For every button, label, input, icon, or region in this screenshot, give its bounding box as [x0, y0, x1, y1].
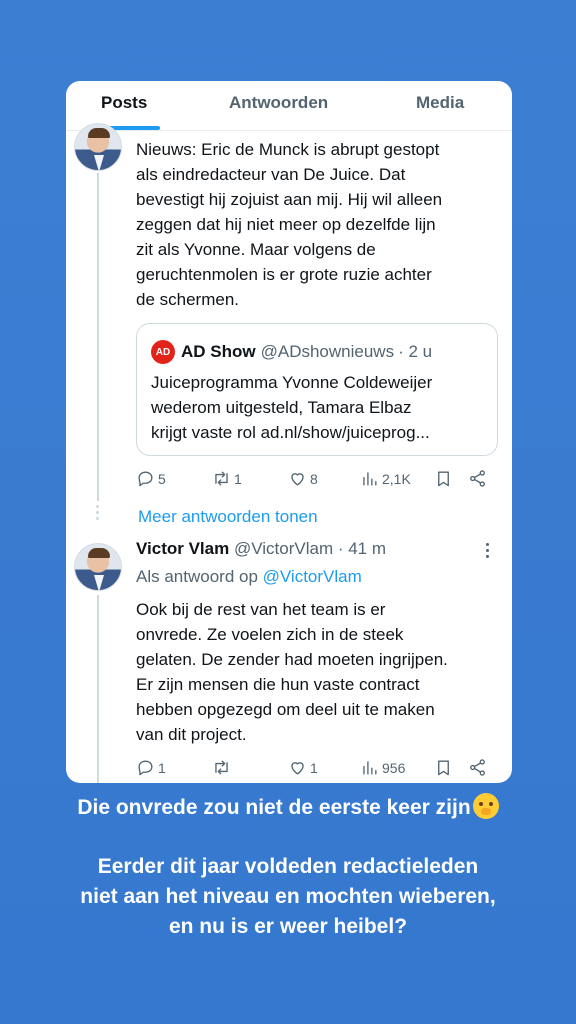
share-button[interactable] [468, 758, 487, 777]
views-chart-icon [360, 758, 379, 777]
caption-line-2: Eerder dit jaar voldeden redactieleden [97, 855, 479, 878]
reply-to-handle-link[interactable]: @VictorVlam [262, 567, 362, 586]
thread-line [97, 173, 99, 501]
caption-line-3: niet aan het niveau en mochten wieberen, [80, 885, 496, 908]
tweet-text: Ook bij de rest van het team is er onvrede. Ze voelen zich in de steek gelaten. De zender had moeten ingrijpen. Er zijn mensen die hun vaste contract hebben opgezegd om deel uit te maken van dit project. [136, 600, 448, 744]
retweet-icon [212, 469, 231, 488]
bookmark-icon [434, 469, 453, 488]
face-with-hand-over-mouth-icon [473, 793, 499, 819]
retweet-button[interactable] [212, 758, 234, 777]
tweet-header [136, 539, 386, 559]
views-button[interactable]: 956 [360, 758, 405, 777]
like-button[interactable]: 8 [288, 469, 318, 488]
heart-icon [288, 758, 307, 777]
tweet-time: · 41 m [337, 539, 387, 558]
reply-icon [136, 469, 155, 488]
bookmark-button[interactable] [434, 469, 453, 488]
reply-button[interactable]: 1 [136, 758, 166, 777]
reply-context: Als antwoord op @VictorVlam [136, 567, 362, 586]
quoted-text: Juiceprogramma Yvonne Coldeweijer wederom uitgesteld, Tamara Elbaz krijgt vaste rol ad.nl/show/juiceprog... [151, 373, 433, 442]
tweet-card [66, 81, 512, 783]
retweet-icon [212, 758, 231, 777]
quoted-tweet[interactable] [136, 323, 498, 456]
reply-button[interactable]: 5 [136, 469, 166, 488]
profile-tabs [66, 81, 512, 131]
heart-icon [288, 469, 307, 488]
more-options-icon[interactable] [486, 543, 490, 561]
caption-line-1: Die onvrede zou niet de eerste keer zijn [0, 793, 576, 823]
avatar[interactable] [74, 543, 122, 591]
share-icon [468, 758, 487, 777]
avatar[interactable] [74, 123, 122, 171]
bookmark-button[interactable] [434, 758, 453, 777]
tweet-text: Nieuws: Eric de Munck is abrupt gestopt als eindredacteur van De Juice. Dat bevestigt hij zojuist aan mij. Hij wil alleen zeggen dat hij niet meer op dezelfde lijn zit als Yvonne. Maar volgens de geruchtenmolen is er grote ruzie achter de schermen. [136, 140, 443, 309]
share-icon [468, 469, 487, 488]
share-button[interactable] [468, 469, 487, 488]
ad-logo-icon: AD [151, 340, 175, 364]
thread-dots [96, 505, 100, 523]
bookmark-icon [434, 758, 453, 777]
caption-line-4: en nu is er weer heibel? [168, 915, 408, 938]
show-more-replies-link[interactable]: Meer antwoorden tonen [138, 507, 318, 526]
quoted-author-name: AD Show [181, 342, 256, 361]
author-name[interactable]: Victor Vlam [136, 539, 230, 558]
reply-icon [136, 758, 155, 777]
tweet-actions [136, 469, 496, 493]
author-handle[interactable]: @VictorVlam [233, 539, 334, 558]
tab-media[interactable]: Media [416, 93, 465, 112]
tab-antwoorden[interactable]: Antwoorden [229, 93, 329, 112]
quoted-author-handle: @ADshownieuws [260, 342, 395, 361]
views-button[interactable]: 2,1K [360, 469, 411, 488]
like-button[interactable]: 1 [288, 758, 318, 777]
tweet-actions [136, 758, 496, 782]
thread-line [97, 595, 99, 783]
tab-posts[interactable]: Posts [101, 93, 148, 112]
retweet-button[interactable]: 1 [212, 469, 242, 488]
quoted-time: · 2 u [398, 342, 433, 361]
views-chart-icon [360, 469, 379, 488]
